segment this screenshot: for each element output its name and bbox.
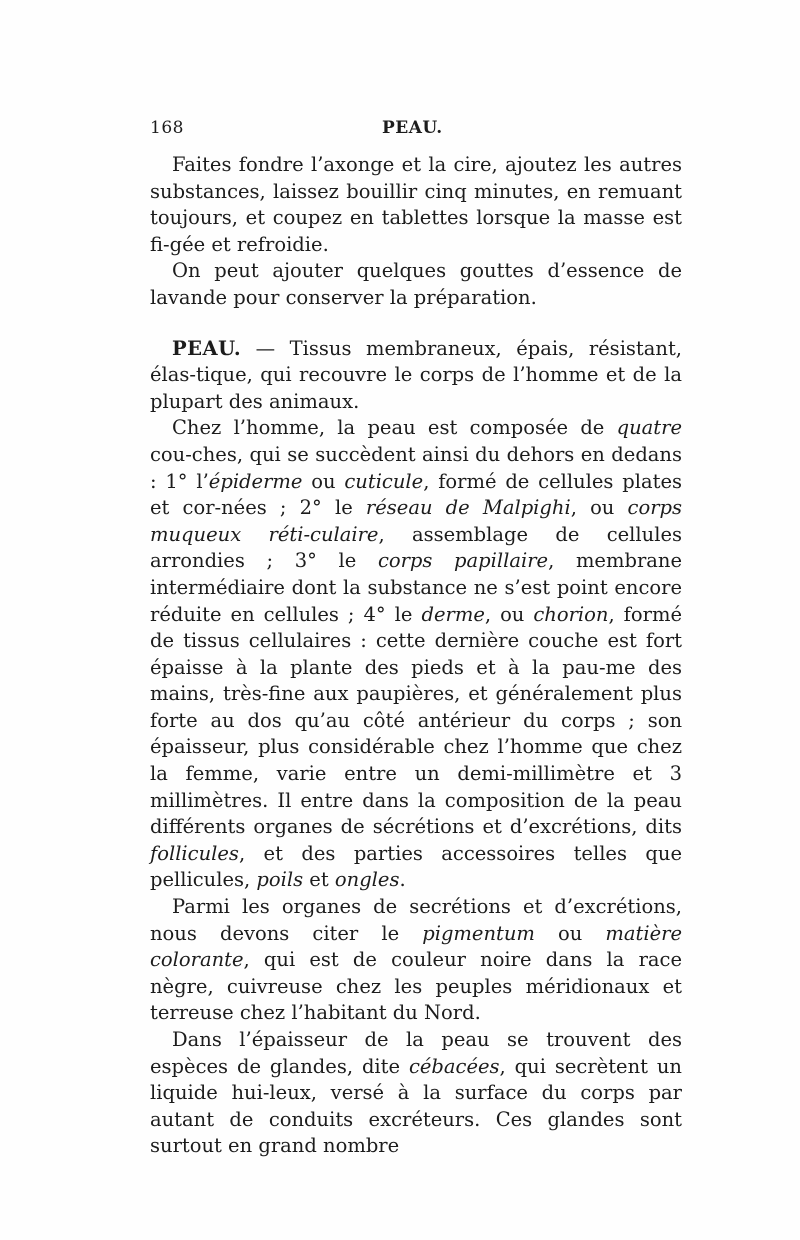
paragraph bbox=[150, 258, 682, 311]
text-run: . bbox=[399, 868, 406, 892]
text-run: , ou bbox=[570, 496, 628, 520]
text-run: , et des parties accessoires telles que pellicules, bbox=[150, 841, 682, 892]
italic-term: cébacées bbox=[408, 1054, 500, 1078]
italic-term: chorion bbox=[533, 602, 609, 626]
italic-term: épiderme bbox=[208, 469, 303, 493]
text-run: cou-ches, qui se succèdent ainsi du dehors en dedans : 1° l’ bbox=[150, 442, 682, 493]
paragraph bbox=[150, 152, 682, 258]
entry-headword: PEAU. bbox=[172, 336, 242, 360]
page-number: 168 bbox=[150, 118, 184, 138]
text-run: Dans l’épaisseur de la peau se trouvent des espèces de glandes, dite bbox=[150, 1028, 682, 1078]
text-run: ou bbox=[302, 469, 345, 493]
italic-term: ongles bbox=[334, 868, 400, 892]
text-run: , qui secrètent un liquide hui-leux, versé à la surface du corps par autant de conduits excréteurs. Ces glandes sont surtout en grand nombre bbox=[150, 1054, 682, 1158]
italic-term: corps papillaire bbox=[377, 549, 549, 573]
italic-term: réseau de Malpighi bbox=[365, 496, 571, 520]
text-run: Faites fondre l’axonge et la cire, ajoutez les autres substances, laissez bouillir cinq minutes, en remuant toujours, et coupez en tablettes lorsque la masse est fi-gée et refroidie. bbox=[150, 153, 682, 256]
text-run: — Tissus membraneux, épais, résistant, élas-tique, qui recouvre le corps de l’homme et de la plupart des animaux. bbox=[150, 336, 682, 413]
text-run: On peut ajouter quelques gouttes d’essence de lavande pour conserver la préparation. bbox=[150, 259, 682, 309]
text-run: Parmi les organes de secrétions et d’excrétions, nous devons citer le bbox=[150, 895, 682, 945]
text-run: , qui est de couleur noire dans la race nègre, cuivreuse chez les peuples méridionaux et terreuse chez l’habitant du Nord. bbox=[150, 948, 682, 1025]
italic-term: cuticule bbox=[344, 469, 424, 493]
body-text bbox=[150, 152, 682, 1160]
text-run: , membrane intermédiaire dont la substance ne s’est point encore réduite en cellules ; 4° le bbox=[150, 549, 682, 626]
paragraph bbox=[150, 894, 682, 1027]
italic-term: corps muqueux réti-culaire bbox=[150, 496, 683, 546]
text-run: , formé de cellules plates et cor-nées ; 2° le bbox=[150, 469, 682, 520]
italic-term: follicules bbox=[150, 841, 239, 865]
running-title: PEAU. bbox=[382, 118, 443, 138]
text-run: et bbox=[303, 868, 335, 892]
italic-term: quatre bbox=[616, 416, 682, 440]
italic-term: derme bbox=[421, 602, 485, 626]
text-run: , ou bbox=[484, 602, 534, 626]
paragraph bbox=[150, 415, 682, 894]
paragraph bbox=[150, 1027, 682, 1160]
running-head bbox=[150, 118, 680, 146]
text-run: , assemblage de cellules arrondies ; 3° le bbox=[150, 522, 682, 573]
text-run: Chez l’homme, la peau est composée de bbox=[172, 416, 617, 440]
text-run: ou bbox=[534, 921, 606, 945]
text-run: , formé de tissus cellulaires : cette dernière couche est fort épaisse à la plante des pieds et à la pau-me des mains, très-fine aux paupières, et généralement plus forte au dos qu’au côté antérieur du corps ; son épaisseur, plus considérable chez l’homme que chez la femme, varie entre un demi-millimètre et 3 millimètres. Il entre dans la composition de la peau différents organes de sécrétions et d’excrétions, dits bbox=[150, 602, 682, 839]
italic-term: poils bbox=[256, 868, 304, 892]
italic-term: pigmentum bbox=[422, 921, 535, 945]
italic-term: matière colorante bbox=[150, 921, 683, 972]
paragraph bbox=[150, 336, 682, 416]
